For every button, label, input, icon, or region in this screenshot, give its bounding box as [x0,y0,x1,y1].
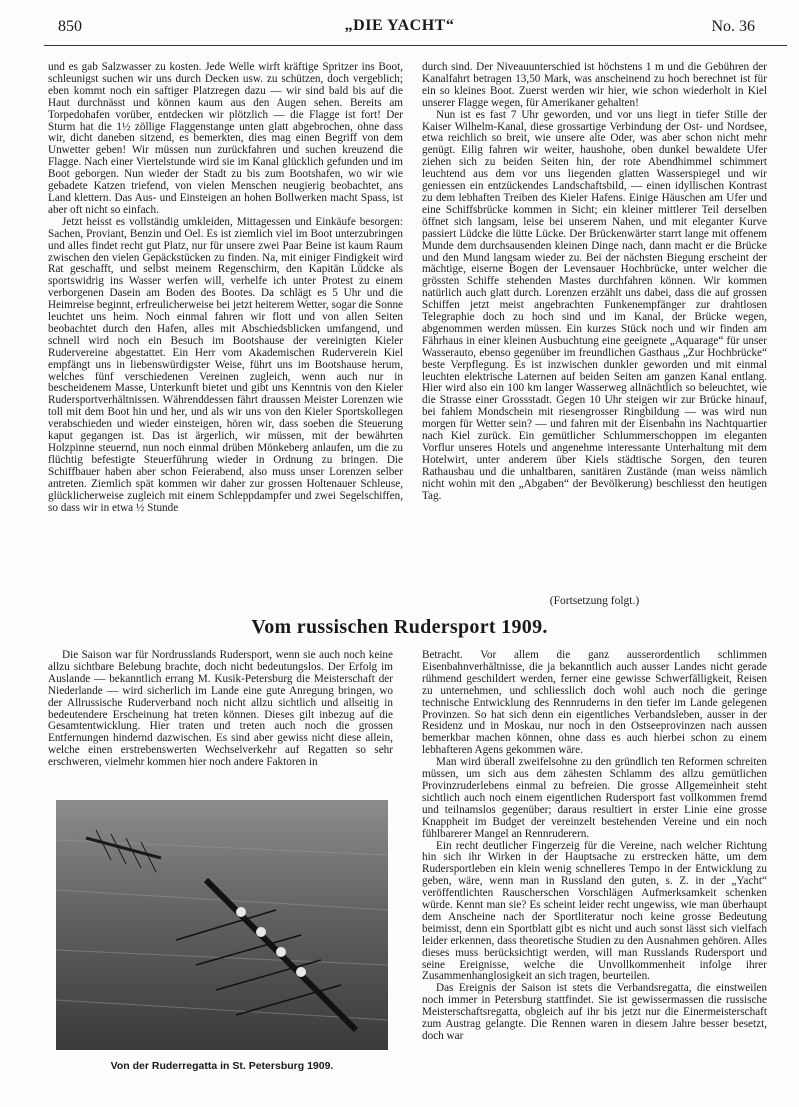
paragraph: Nun ist es fast 7 Uhr geworden, und vor uns liegt in tiefer Stille der Kaiser Wilhelm-Kanal, diese grossartige Verbindung der Ost- und Nordsee, etwa reichlich so breit, wie unsere alte Oder, was aber schon nicht mehr genügt. Eilig fahren wir weiter, haushohe, oben dunkel bewaldete Ufer ziehen sich zu beiden Seiten hin, der rote Abendhimmel schimmert leuchtend aus dem vor uns liegenden glatten Wasserspiegel und wir geniessen ein entzückendes Landschaftsbild, — einen idyllischen Kontrast zu dem lebhaften Treiben des Kieler Hafens. Einige Häuschen am Ufer und eine Schiffsbrücke kommen in Sicht; ein kleiner mittlerer Teil derselben öffnet sich langsam, leise bei unserem Nahen, und mit eleganter Kurve passiert Lüdcke die lütte Lücke. Der Brückenwärter starrt lange mit offenem Munde dem durchsausenden kleinen Dinge nach, dann macht er die Brücke und den Mund langsam wieder zu. Bei der nächsten Biegung erscheint der mächtige, eiserne Bogen der Levensauer Hochbrücke, unter welcher die grössten Schiffe stehenden Mastes durchfahren können. Wir kommen natürlich auch glatt durch. Lorenzen erzählt uns dabei, dass die auf grossen Schiffen jetzt meist angebrachten Funkenempfänger zur drahtlosen Telegraphie doch zu hoch sind und im Kanal, der Brücke wegen, abgenommen werden müssen. Ein kurzes Stück noch und wir finden am Fährhaus in einer kleinen Ausbuchtung eine geeignete „Aquarage“ für unser Wasserauto, ebenso gegenüber im freundlichen Gasthaus „Zur Hochbrücke“ beste Verpflegung. Es ist inzwischen dunkler geworden und mit einmal leuchten elektrische Laternen auf beiden Seiten am ganzen Kanal entlang. Hier wird also ein 100 km langer Wasserweg allnächtlich so beleuchtet, wie die Strasse einer Grossstadt. Gegen 10 Uhr steigen wir zur Brücke hinauf, bei fahlem Mondschein mit riesengrosser Ringbildung — was wird nun morgen für Wetter sein? — und fahren mit der Eisenbahn ins Nachtquartier nach Kiel zurück. Ein gemütlicher Schlummerschoppen im eleganten Vorflur unseres Hotels und angenehme interessante Unterhaltung mit dem Hotelwirt, unter anderem über Kiels städtische Sorgen, den teuren Rathausbau und die unhaltbaren, sanitären Zustände (man weiss nämlich nicht wohin mit den „Abgaben“ der Bevölkerung) beschliesst den heutigen Tag. [422,108,767,502]
paragraph: und es gab Salzwasser zu kosten. Jede Welle wirft kräftige Spritzer ins Boot, schleunigst suchen wir uns durch Decken usw. zu schützen, doch vergeblich; eben kommt noch ein saftiger Platzregen dazu — wir sind bald bis auf die Haut durchnässt und können kaum aus den Augen sehen. Bereits am Torpedohafen vorüber, entdecken wir plötzlich — die Flagge ist fort! Der Sturm hat die 1½ zöllige Flaggenstange unten glatt abgebrochen, ohne dass wir, dicht daneben sitzend, es bemerkten, dies mag einen Begriff von dem Unwetter geben! Wir müssen nun zurückfahren und suchen kreuzend die Flagge. Nach einer Viertelstunde wird sie im Kanal glücklich gefunden und im Boot geborgen. Nun wieder der Stadt zu bis zum Bootshafen, wo wir wie gebadete Katzen triefend, von vielen Menschen neugierig beobachtet, ans Land klettern. Das Aus- und Einsteigen an hohen Bollwerken macht Spass, ist aber oft nicht so einfach. [48,62,403,216]
paragraph: Ein recht deutlicher Fingerzeig für die Vereine, nach welcher Richtung hin sich ihr Wirken in der Hauptsache zu erstrecken hätte, um dem Rudersportleben ein klein wenig schnelleres Tempo in der Entwicklung zu geben, wäre, wenn man in Russland den guten, s. Z. in der „Yacht“ veröffentlichten Rauscherschen Vorschlägen Aufmerksamkeit schenken würde. Kennt man sie? Es scheint leider recht ungewiss, wie man überhaupt dem Anscheine nach der Sportliteratur noch keine grosse Bedeutung beimisst, denn ein Sportblatt gibt es nicht und auch sonst lässt sich vielfach leider erkennen, dass theoretische Studien zu den Ausnahmen gehören. Alles dieses muss berücksichtigt werden, will man Russlands Rudersport und seine Ereignisse, welche die Unvollkommenheit infolge ihrer Zusammenhanglosigkeit an sich tragen, beurteilen. [422,839,767,983]
article2-right-column [422,650,767,1095]
paragraph: Die Saison war für Nordrusslands Rudersport, wenn sie auch noch keine allzu sichtbare Belebung brachte, doch nicht bedeutungslos. Der Erfolg im Auslande — bekanntlich errang M. Kusik-Petersburg die Meisterschaft der Niederlande — wird sicherlich im Lande eine gute Anregung bringen, wo der Allrussische Ruderverband noch nicht allzu sichtlich und allseitig in bedeutendere Erscheinung hat treten können. Dieses gilt inbezug auf die Gesamtentwicklung. Hier traten und treten auch noch die grossen Entfernungen hindernd dazwischen. Es sind aber gewiss nicht diese allein, welche einen erstrebenswerten Wechselverkehr auf Regatten so sehr erschweren, vielmehr kommen hier noch andere Faktoren in [48,650,393,769]
article2-left-column [48,650,393,800]
paragraph: Man wird überall zweifelsohne zu den gründlich ten Reformen schreiten müssen, um sich aus dem zähesten Schlamm des allzu gemütlichen Provinzruderlebens einmal zu befreien. Die grosse Allgemeinheit steht sichtlich auch noch einem eigentlichen Rudersport fast vollkommen fremd und teilnamslos gegenüber; daraus resultiert in erster Linie eine grosse Knappheit im Budget der vereinzelt bestehenden Vereine und ein noch fühlbarerer Mangel an Rennruderern. [422,756,767,840]
page-header [44,16,755,38]
article-title: Vom russischen Rudersport 1909. [251,616,548,638]
paragraph: Jetzt heisst es vollständig umkleiden, Mittagessen und Einkäufe besorgen: Sachen, Proviant, Benzin und Oel. Es ist ziemlich viel im Boot unterzubringen und alles findet recht gut Platz, nur für unsere zwei Paar Beine ist kaum Raum zwischen den vielen Gepäckstücken zu finden. Na, mit einiger Findigkeit wird Rat geschafft, und selbst meinem Regenschirm, den Kapitän Lüdcke als sportswidrig ins Wasser werfen will, verhelfe ich unter Protest zu einem verborgenen Dasein am Boden des Bootes. Da schlägt es 5 Uhr und die Heimreise beginnt, erfreulicherweise bei jetzt heiterem Wetter, sogar die Sonne leuchtet uns heim. Noch einmal fahren wir flott und von allen Seiten beobachtet durch den Hafen, alles mit Abschiedsblicken umfangend, und schnell wird noch ein Besuch im Bootshause der vereinigten Kieler Rudervereine abgestattet. Ein Herr vom Akademischen Ruderverein Kiel empfängt uns in liebenswürdigster Weise, führt uns im Bootshause herum, welches fünf verschiedenen Vereinen zugleich, wenn auch nur in bescheidenem Masse, Unterkunft bietet und gibt uns Kenntnis von den Kieler Rudersportverhältnissen. Währenddessen fährt draussen Meister Lorenzen wie toll mit dem Boot hin und her, und als wir uns von den Kieler Sportskollegen verabschieden und wieder einsteigen, hören wir, dass soeben die Steuerung kaput gegangen ist. Das ist ärgerlich, wir müssen, mit der bewährten Holzpinne steuernd, nun noch einmal drüben Mönkeberg anlaufen, um die zu flüchtig befestigte Steuerführung wieder in Ordnung zu bringen. Die Schiffbauer haben aber schon Feierabend, also muss unser Lorenzen selber antreten. Ziemlich spät kommen wir daher zur grossen Holtenauer Schleuse, glücklicherweise zugleich mit einem Schleppdampfer und zwei Segelschiffen, so dass wir in etwa ½ Stunde [48,215,403,514]
journal-title: „DIE YACHT“ [344,17,455,34]
issue-number: No. 36 [711,18,755,35]
rowing-boats-illustration [56,800,388,1050]
header-rule [44,45,787,46]
page-number: 850 [58,18,82,35]
article1-right-column [422,62,767,607]
regatta-photo [56,800,388,1050]
photo-caption: Von der Ruderregatta in St. Petersburg 1909. [110,1060,334,1072]
article1-left-column [48,62,403,607]
paragraph: Betracht. Vor allem die ganz ausserordentlich schlimmen Eisenbahnverhältnisse, die ja bekanntlich auch ausser Landes nicht gerade rühmend geschildert werden, ferner eine gewisse Schwerfälligkeit, Reisen zu unternehmen, und schliesslich doch wohl auch noch die geringe technische Entwicklung des Rennruderns in den tiefer im Lande gelegenen Provinzen. So hat sich denn ein eigentliches Verbandsleben, ausser in der Residenz und in Moskau, nur noch in den Ostseeprovinzen nach aussen bemerkbar machen können, ohne dass es auch hierbei schon zu einem lebhafteren Agens gekommen wäre. [422,650,767,757]
paragraph: Das Ereignis der Saison ist stets die Verbandsregatta, die einstweilen noch immer in Petersburg stattfindet. Sie ist gewissermassen die russische Meisterschaftsregatta, obgleich auf ihr bis jetzt nur die Einermeisterschaft zum Austrag gelangte. Die Rennen waren in diesem Jahre besser besetzt, doch war [422,982,767,1042]
continued-note: (Fortsetzung folgt.) [549,595,640,607]
paragraph: durch sind. Der Niveauunterschied ist höchstens 1 m und die Gebühren der Kanalfahrt betragen 13,50 Mark, was anscheinend zu hoch berechnet ist für ein so kleines Boot. Zuerst werden wir hier, wie schon wiederholt in Kiel unserer Flagge wegen, für Amerikaner gehalten! [422,62,767,109]
